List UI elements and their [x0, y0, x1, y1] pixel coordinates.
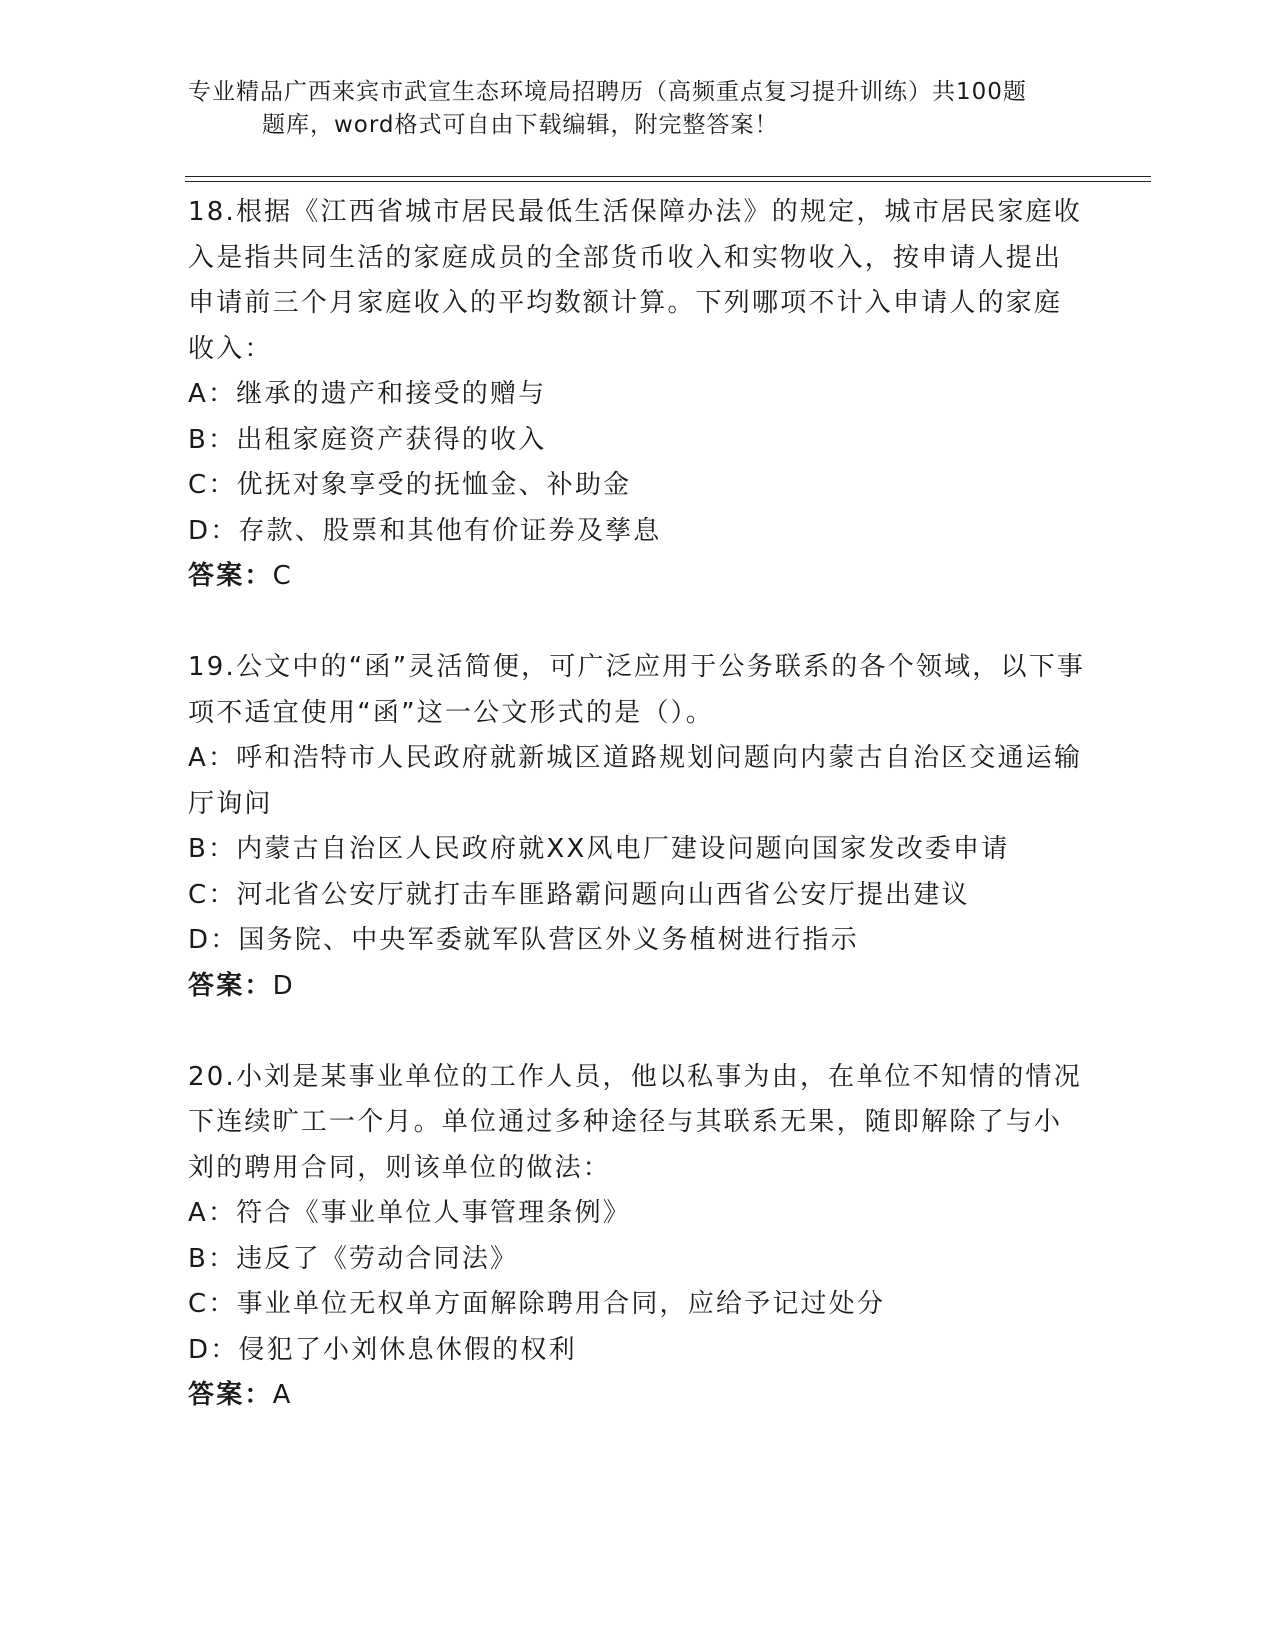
option-c: C：河北省公安厅就打击车匪路霸问题向山西省公安厅提出建议	[188, 879, 970, 910]
answer-label: 答案：	[188, 1380, 273, 1410]
answer-label: 答案：	[188, 561, 273, 591]
option-b: B：违反了《劳动合同法》	[188, 1243, 519, 1274]
option-b: B：出租家庭资产获得的收入	[188, 424, 547, 455]
answer-value: C	[272, 561, 293, 591]
header-divider-bottom	[185, 181, 1151, 182]
question-18	[188, 190, 1088, 600]
answer-line	[188, 554, 1088, 600]
option-c: C：优抚对象享受的抚恤金、补助金	[188, 470, 632, 500]
header-title-line2: 题库，word格式可自由下载编辑，附完整答案！	[262, 112, 779, 138]
option-c: C：事业单位无权单方面解除聘用合同，应给予记过处分	[188, 1289, 886, 1319]
question-text: 20.小刘是某事业单位的工作人员，他以私事为由，在单位不知情的情况下连续旷工一个月。单位通过多种途径与其联系无果，随即解除了与小刘的聘用合同，则该单位的做法：	[188, 1061, 1082, 1183]
header-title-line1: 专业精品广西来宾市武宣生态环境局招聘历（高频重点复习提升训练）共100题	[188, 79, 1027, 105]
option-a: A：呼和浩特市人民政府就新城区道路规划问题向内蒙古自治区交通运输厅询问	[188, 743, 1083, 819]
question-20	[188, 1055, 1088, 1419]
question-19	[188, 645, 1088, 1009]
answer-value: D	[272, 970, 295, 1001]
header-divider-top	[185, 176, 1151, 177]
option-a: A：符合《事业单位人事管理条例》	[188, 1198, 631, 1228]
question-text: 18.根据《江西省城市居民最低生活保障办法》的规定，城市居民家庭收入是指共同生活的家庭成员的全部货币收入和实物收入，按申请人提出申请前三个月家庭收入的平均数额计算。下列哪项不计入申请人的家庭收入：	[188, 197, 1082, 364]
answer-label: 答案：	[188, 970, 273, 1001]
question-text: 19.公文中的“函”灵活简便，可广泛应用于公务联系的各个领域，以下事项不适宜使用“函”这一公文形式的是（）。	[188, 652, 1086, 728]
option-d: D：侵犯了小刘休息休假的权利	[188, 1334, 577, 1365]
answer-line	[188, 1373, 1088, 1419]
option-b: B：内蒙古自治区人民政府就XX风电厂建设问题向国家发改委申请	[188, 834, 1010, 864]
document-header	[188, 76, 1068, 142]
question-list	[188, 190, 1088, 1464]
answer-value: A	[272, 1380, 293, 1410]
option-d: D：国务院、中央军委就军队营区外义务植树进行指示	[188, 925, 859, 955]
option-d: D：存款、股票和其他有价证券及孳息	[188, 515, 662, 546]
option-a: A：继承的遗产和接受的赠与	[188, 379, 547, 409]
answer-line	[188, 964, 1088, 1010]
